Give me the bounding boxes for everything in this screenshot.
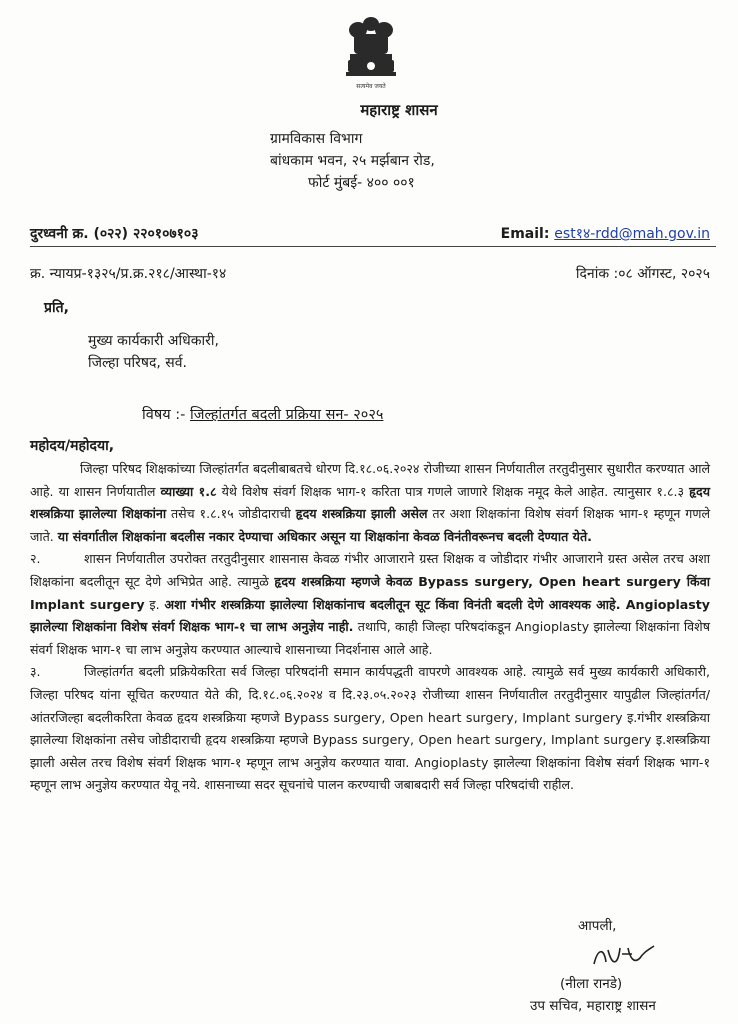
p1-bold: हृदय शस्त्रक्रिया झाली असेल xyxy=(295,506,428,522)
letter-date: दिनांक :०८ ऑगस्ट, २०२५ xyxy=(575,266,710,282)
signatory-name: (नीला रानडे) xyxy=(560,976,623,992)
email-label: Email: xyxy=(500,226,550,242)
svg-text:सत्यमेव जयते: सत्यमेव जयते xyxy=(356,83,386,90)
paragraph-3 xyxy=(30,661,710,797)
department-name: ग्रामविकास विभाग xyxy=(270,131,363,147)
phone-number: (०२२) २२०१०७१०३ xyxy=(93,226,199,242)
subject-line xyxy=(142,404,383,424)
p2-text: तथापि, काही जिल्हा परिषदांकडून Angioplasty झालेल्या शिक्षकांना विशेष संवर्ग शिक्षक भाग-१ चा लाभ अनुज्ञेय करण्यात आल्याचे शासनाच्या निदर्शनास आले आहे. xyxy=(30,619,710,657)
p1-text: येथे विशेष संवर्ग शिक्षक भाग-१ करिता पात्र गणले जाणारे शिक्षक नमूद केले आहेत. त्यानुसार १.८.३ xyxy=(216,483,690,499)
p2-text: शासन निर्णयातील उपरोक्त तरतुदीनुसार शासनास केवळ गंभीर आजाराने ग्रस्त शिक्षक व जोडीदार गंभीर आजाराने ग्रस्त असेल तरच अशा शिक्षकांना बदलीतून सूट देणे अभिप्रेत आहे. त्यामुळे xyxy=(30,551,710,589)
paragraph-2 xyxy=(30,548,710,661)
phone-block xyxy=(30,224,198,243)
p1-text: जिल्हा परिषद शिक्षकांच्या जिल्हांतर्गत बदलीबाबतचे धोरण दि.१८.०६.२०२४ रोजीच्या शासन निर्णयातील तरतुदीनुसार सुधारीत करण्यात आले आहे. या शासन निर्णयातील xyxy=(30,461,710,499)
letter-body xyxy=(30,458,710,797)
recipient-line-1: मुख्य कार्यकारी अधिकारी, xyxy=(88,333,219,349)
p1-bold: व्याख्या १.८ xyxy=(160,483,217,499)
subject-text: जिल्हांतर्गत बदली प्रक्रिया सन- २०२५ xyxy=(189,407,384,423)
p1-text: तर अशा शिक्षकांना विशेष संवर्ग शिक्षक भाग-१ म्हणून गणले जाते. xyxy=(30,506,711,544)
p2-bold: हृदय शस्त्रक्रिया म्हणजे केवळ Bypass surgery, Open heart surgery किंवा Implant surgery xyxy=(30,573,710,612)
p2-bold: अशा गंभीर शस्त्रक्रिया झालेल्या शिक्षकांनाच बदलीतून सूट किंवा विनंती बदली देणे आवश्यक आहे. Angioplasty झालेल्या शिक्षकांना विशेष संवर्ग शिक्षक भाग-१ चा लाभ अनुज्ञेय नाही. xyxy=(30,596,710,635)
handwritten-signature-icon xyxy=(588,940,658,970)
p1-text: तसेच १.८.१५ जोडीदाराची xyxy=(166,506,296,522)
paragraph-number: २. xyxy=(30,551,41,567)
paragraph-1 xyxy=(30,458,710,548)
closing-text: आपली, xyxy=(578,918,617,934)
paragraph-number: ३. xyxy=(30,664,41,680)
p3-text: जिल्हांतर्गत बदली प्रक्रियेकरिता सर्व जिल्हा परिषदांनी समान कार्यपद्धती वापरणे आवश्यक आहे. त्यामुळे सर्व मुख्य कार्यकारी अधिकारी, जिल्हा परिषद यांना सूचित करण्यात येते की, दि.१८.०६.२०२४ व दि.२३.०५.२०२३ रोजीच्या शासन निर्णयातील तरतुदीनुसार यापुढील जिल्हांतर्गत/आंतरजिल्हा बदलीकरिता केवळ हृदय शस्त्रक्रिया म्हणजे Bypass surgery, Open heart surgery, Implant surgery इ.गंभीर शस्त्रक्रिया झालेल्या शिक्षकांना तसेच जोडीदाराची हृदय शस्त्रक्रिया म्हणजे Bypass surgery, Open heart surgery, Implant surgery इ.शस्त्रक्रिया झाली असेल तरच विशेष संवर्ग शिक्षक भाग-१ म्हणून लाभ अनुज्ञेय करण्यात यावा. Angioplasty झालेल्या शिक्षकांना विशेष संवर्ग शिक्षक भाग-१ म्हणून लाभ अनुज्ञेय करण्यात येवू नये. शासनाच्या सदर सूचनांचे पालन करण्याची जबाबदारी सर्व जिल्हा परिषदांची राहील. xyxy=(30,664,710,793)
signatory-designation: उप सचिव, महाराष्ट्र शासन xyxy=(530,998,656,1014)
recipient-line-2: जिल्हा परिषद, सर्व. xyxy=(88,355,187,371)
p2-text: इ. xyxy=(144,596,165,612)
state-emblem-icon xyxy=(336,14,406,94)
header-divider xyxy=(30,246,716,247)
email-link[interactable]: est१४-rdd@mah.gov.in xyxy=(554,226,710,242)
email-block xyxy=(501,224,710,243)
government-name: महाराष्ट्र शासन xyxy=(360,101,438,119)
phone-label: दुरध्वनी क्र. xyxy=(30,226,89,242)
prati-label: प्रति, xyxy=(44,300,69,316)
reference-row xyxy=(30,264,710,283)
salutation: महोदय/महोदया, xyxy=(30,438,115,454)
address-line-2: फोर्ट मुंबई- ४०० ००१ xyxy=(308,175,415,191)
p1-bold: या संवर्गातील शिक्षकांना बदलीस नकार देण्याचा अधिकार असून या शिक्षकांना केवळ विनंतीवरूनच बदली देण्यात येते. xyxy=(57,528,592,544)
p1-bold: हृदय शस्त्रक्रिया झालेल्या शिक्षकांना xyxy=(30,483,711,522)
subject-label: विषय :- xyxy=(142,407,186,423)
reference-number: क्र. न्यायप्र-१३२५/प्र.क्र.२१८/आस्था-१४ xyxy=(30,266,227,282)
address-line-1: बांधकाम भवन, २५ मर्झबान रोड, xyxy=(270,153,435,169)
